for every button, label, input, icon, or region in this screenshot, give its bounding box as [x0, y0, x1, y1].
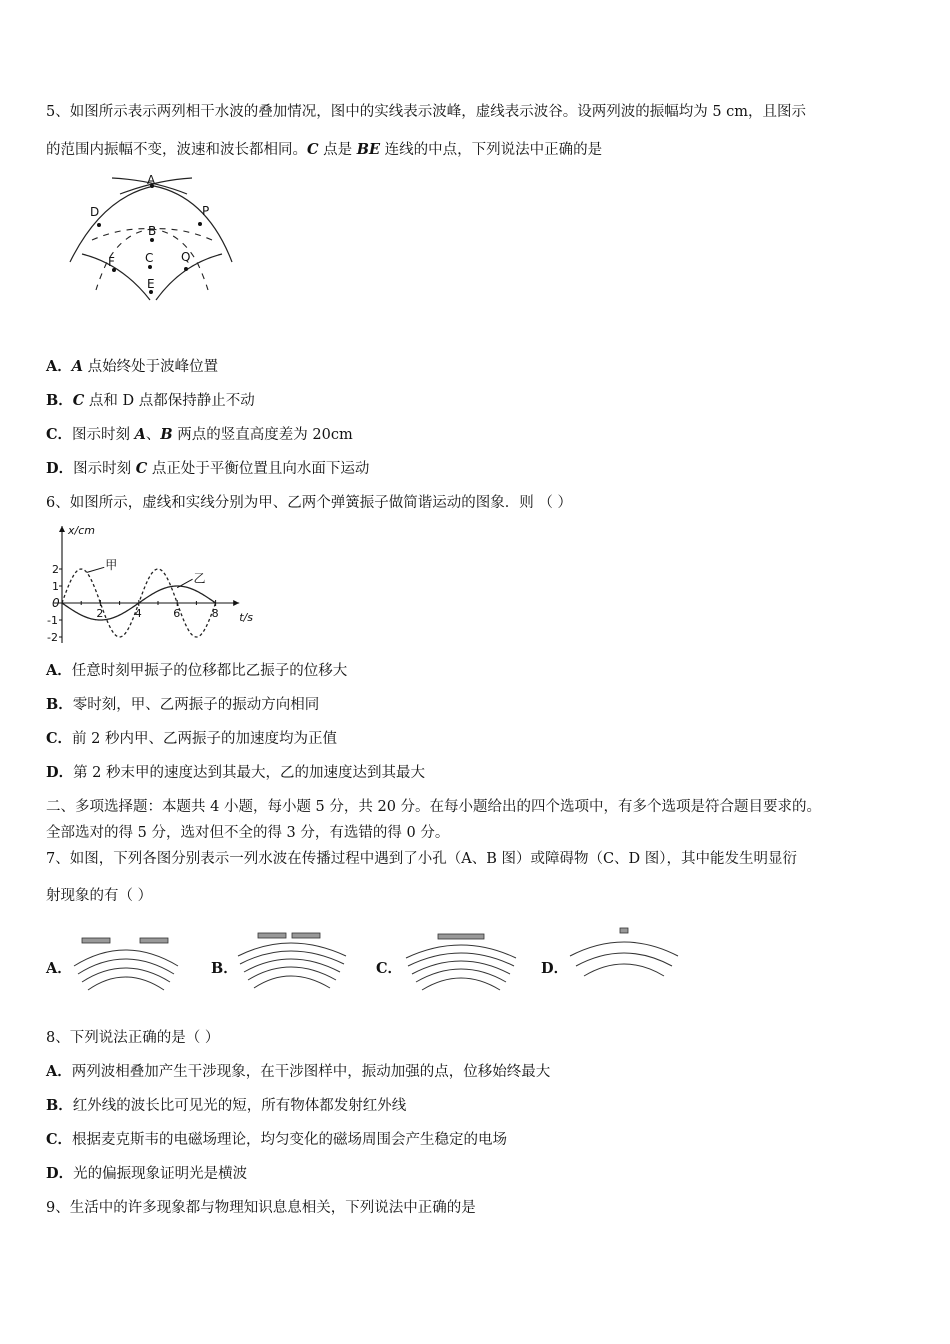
fig-label-f: F [108, 255, 115, 269]
option-var: A [71, 358, 84, 375]
option-text: 两点的竖直高度差为 20cm [172, 427, 353, 443]
option-text: 红外线的波长比可见光的短，所有物体都发射红外线 [72, 1098, 407, 1114]
q5-stem-line2 [46, 140, 602, 160]
option-label: B． [46, 1097, 73, 1114]
q6-oscillation-chart [46, 522, 256, 650]
option-label: A． [46, 358, 72, 375]
legend-pointer-jia [87, 567, 104, 572]
legend-label-jia: 甲 [105, 558, 118, 572]
option-pre: 图示时刻 [72, 427, 135, 443]
y-axis-label: x/cm [68, 524, 95, 537]
option-text: 点始终处于波峰位置 [83, 359, 219, 375]
section2-line2: 全部选对的得 5 分，选对但不全的得 3 分，有选错的得 0 分。 [46, 825, 450, 841]
q5-option-d[interactable] [46, 459, 369, 479]
option-label: D． [46, 460, 74, 477]
option-text: 第 2 秒末甲的速度达到其最大，乙的加速度达到其最大 [73, 765, 426, 781]
q5-option-b[interactable] [46, 391, 255, 411]
q7-figure-a [72, 932, 182, 992]
x-axis-label: t/s [239, 611, 253, 624]
q7-figure-c [404, 930, 520, 990]
x-tick-label: 6 [173, 607, 181, 620]
q6-stem: 6、如图所示，虚线和实线分别为甲、乙两个弹簧振子做简谐运动的图象．则 （ ） [46, 495, 572, 511]
origin-label: 0 [52, 596, 60, 610]
fig-label-p: P [202, 204, 210, 218]
y-tick-label: 1 [52, 580, 59, 593]
q8-stem: 8、下列说法正确的是（ ） [46, 1030, 220, 1046]
y-tick-label: 2 [52, 563, 59, 576]
fig-label-d: D [90, 205, 100, 219]
fig-label-q: Q [181, 250, 191, 264]
y-tick-label: -2 [47, 631, 58, 644]
option-pre: 图示时刻 [73, 461, 136, 477]
option-label: D． [46, 764, 74, 781]
q5-option-c[interactable] [46, 425, 353, 445]
q6-option-a[interactable] [46, 661, 347, 681]
option-label: A． [46, 1063, 72, 1080]
option-text: 光的偏振现象证明光是横波 [73, 1166, 248, 1182]
q7-option-c-label[interactable]: C． [376, 960, 403, 977]
q5-stem-part-c: 连线的中点，下列说法中正确的是 [380, 142, 603, 158]
option-label: C． [46, 730, 73, 747]
option-label: D． [46, 1165, 74, 1182]
q5-var-be: BE [356, 141, 381, 158]
option-text: 点和 D 点都保持静止不动 [84, 393, 255, 409]
q7-option-a-label[interactable]: A． [46, 960, 72, 977]
q5-stem-part-b: 点是 [318, 142, 357, 158]
option-label: B． [46, 696, 73, 713]
q7-stem-line2: 射现象的有（ ） [46, 888, 153, 904]
q7-figure-b [236, 928, 352, 988]
q5-stem-line1: 5、如图所示表示两列相干水波的叠加情况，图中的实线表示波峰，虚线表示波谷。设两列波的振幅均为 5 cm，且图示 [46, 104, 807, 120]
q8-option-d[interactable] [46, 1164, 247, 1184]
q6-option-b[interactable] [46, 695, 319, 715]
x-tick-label: 4 [134, 607, 142, 620]
option-text: 根据麦克斯韦的电磁场理论，均匀变化的磁场周围会产生稳定的电场 [72, 1132, 508, 1148]
q5-option-a[interactable] [46, 357, 218, 377]
q7-option-d-label[interactable]: D． [541, 960, 569, 977]
q8-option-b[interactable] [46, 1096, 406, 1116]
option-var2: B [160, 426, 173, 443]
option-text: 两列波相叠加产生干涉现象，在干涉图样中，振动加强的点，位移始终最大 [71, 1064, 551, 1080]
q6-option-d[interactable] [46, 763, 425, 783]
fig-label-c: C [145, 251, 154, 265]
x-tick-label: 2 [96, 607, 104, 620]
q5-stem-part-a: 的范围内振幅不变，波速和波长都相同。 [46, 142, 307, 158]
legend-label-yi: 乙 [193, 571, 206, 586]
fig-label-a: A [147, 173, 156, 187]
option-label: A． [46, 662, 72, 679]
q6-option-c[interactable] [46, 729, 337, 749]
option-label: C． [46, 426, 73, 443]
q7-stem-line1: 7、如图，下列各图分别表示一列水波在传播过程中遇到了小孔（A、B 图）或障碍物（C、D 图），其中能发生明显衍 [46, 851, 798, 867]
option-text: 零时刻，甲、乙两振子的振动方向相同 [72, 697, 320, 713]
option-var: A [134, 426, 146, 443]
q8-option-c[interactable] [46, 1130, 507, 1150]
option-text: 任意时刻甲振子的位移都比乙振子的位移大 [71, 663, 348, 679]
option-var: C [72, 392, 85, 409]
section2-line1: 二、多项选择题：本题共 4 小题，每小题 5 分，共 20 分。在每小题给出的四个选项中，有多个选项是符合题目要求的。 [46, 799, 822, 815]
q7-figure-d [568, 924, 684, 980]
y-axis-arrow [59, 526, 65, 532]
option-label: C． [46, 1131, 73, 1148]
y-tick-label: -1 [47, 614, 58, 627]
fig-label-b: B [148, 224, 157, 238]
q9-stem: 9、生活中的许多现象都与物理知识息息相关，下列说法中正确的是 [46, 1200, 476, 1216]
option-var: C [135, 460, 148, 477]
x-tick-label: 8 [211, 607, 219, 620]
option-mid: 、 [145, 427, 161, 443]
option-label: B． [46, 392, 73, 409]
x-axis-arrow [233, 600, 239, 606]
q7-option-b-label[interactable]: B． [211, 960, 238, 977]
fig-label-e: E [147, 277, 155, 291]
q8-option-a[interactable] [46, 1062, 550, 1082]
option-text: 前 2 秒内甲、乙两振子的加速度均为正值 [72, 731, 337, 747]
q5-wave-figure [62, 172, 242, 312]
q5-var-c: C [307, 141, 319, 158]
option-text: 点正处于平衡位置且向水面下运动 [147, 461, 370, 477]
